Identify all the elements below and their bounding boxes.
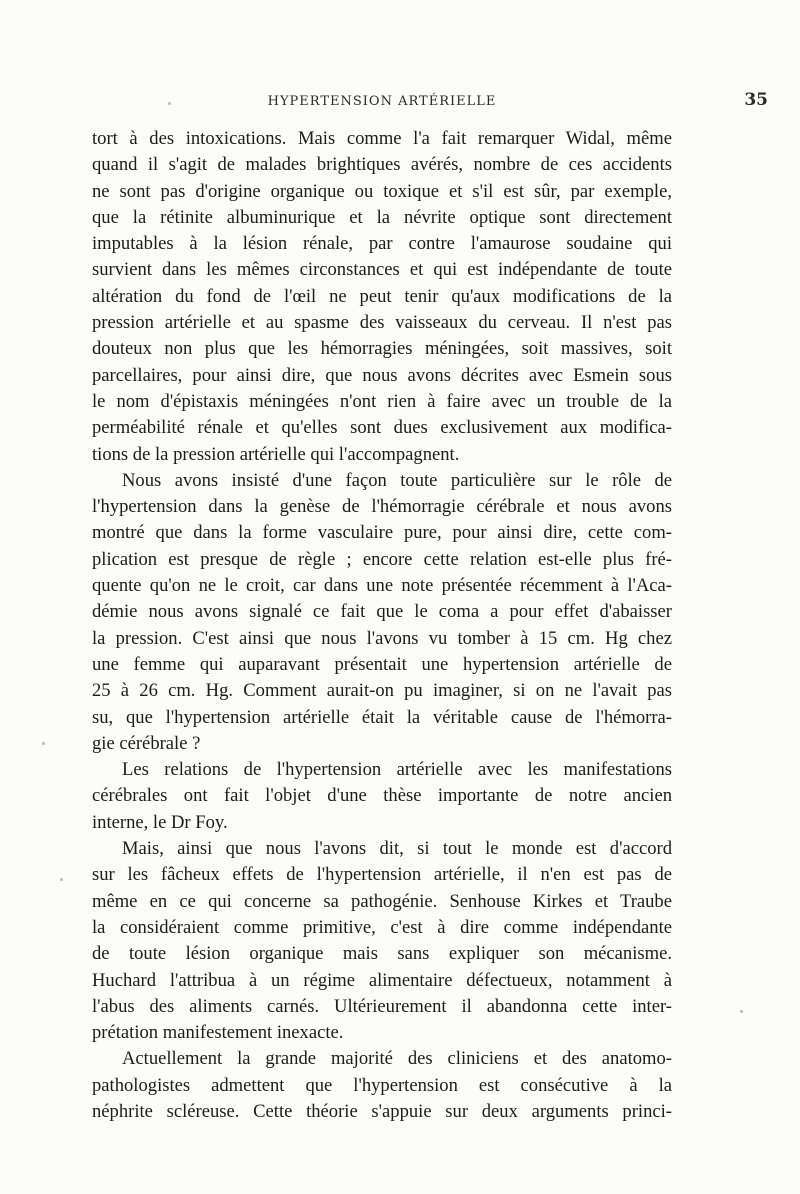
text-line: su, que l'hypertension artérielle était la véritable cause de l'hémorra-	[92, 706, 672, 728]
text-line: prétation manifestement inexacte.	[92, 1022, 344, 1044]
text-line: Nous avons insisté d'une façon toute particulière sur le rôle de	[122, 469, 672, 491]
text-line: le nom d'épistaxis méningées n'ont rien à faire avec un trouble de la	[92, 390, 672, 412]
page-number: 35	[744, 90, 768, 110]
text-line: sur les fâcheux effets de l'hypertension artérielle, il n'en est pas de	[92, 864, 672, 886]
text-line: tort à des intoxications. Mais comme l'a fait remarquer Widal, même	[92, 128, 672, 149]
text-line: pathologistes admettent que l'hypertension est consécutive à la	[92, 1074, 672, 1096]
text-line: l'abus des aliments carnés. Ultérieurement il abandonna cette inter-	[92, 995, 672, 1017]
body-text	[92, 126, 672, 1125]
scan-speck	[42, 742, 45, 745]
scan-speck	[60, 878, 63, 881]
text-line: la pression. C'est ainsi que nous l'avons vu tomber à 15 cm. Hg chez	[92, 627, 672, 649]
scan-speck	[168, 102, 171, 105]
text-line: altération du fond de l'œil ne peut tenir qu'aux modifications de la	[92, 285, 672, 307]
text-line: 25 à 26 cm. Hg. Comment aurait-on pu imaginer, si on ne l'avait pas	[92, 680, 672, 702]
text-line: Huchard l'attribua à un régime alimentaire défectueux, notamment à	[92, 969, 672, 991]
text-line: de toute lésion organique mais sans expliquer son mécanisme.	[92, 943, 672, 965]
text-line: démie nous avons signalé ce fait que le coma a pour effet d'abaisser	[92, 601, 672, 623]
text-line: parcellaires, pour ainsi dire, que nous avons décrites avec Esmein sous	[92, 364, 672, 386]
text-line: la considéraient comme primitive, c'est à dire comme indépendante	[92, 916, 672, 938]
text-line: survient dans les mêmes circonstances et qui est indépendante de toute	[92, 259, 672, 281]
text-line: interne, le Dr Foy.	[92, 811, 228, 833]
text-line: quand il s'agit de malades brightiques avérés, nombre de ces accidents	[92, 154, 672, 176]
text-line: cérébrales ont fait l'objet d'une thèse importante de notre ancien	[92, 785, 672, 807]
text-line: perméabilité rénale et qu'elles sont dues exclusivement aux modifica-	[92, 417, 672, 439]
text-line: imputables à la lésion rénale, par contre l'amaurose soudaine qui	[92, 233, 672, 255]
text-line: douteux non plus que les hémorragies méningées, soit massives, soit	[92, 338, 672, 360]
text-line: que la rétinite albuminurique et la névrite optique sont directement	[92, 206, 672, 228]
text-line: montré que dans la forme vasculaire pure, pour ainsi dire, cette com-	[92, 522, 672, 544]
text-line: Mais, ainsi que nous l'avons dit, si tout le monde est d'accord	[122, 838, 672, 860]
text-line: néphrite scléreuse. Cette théorie s'appuie sur deux arguments princi-	[92, 1100, 672, 1122]
text-line: tions de la pression artérielle qui l'accompagnent.	[92, 443, 460, 465]
text-line: Actuellement la grande majorité des cliniciens et des anatomo-	[122, 1048, 672, 1070]
text-line: une femme qui auparavant présentait une hypertension artérielle de	[92, 653, 672, 675]
text-line: même en ce qui concerne sa pathogénie. Senhouse Kirkes et Traube	[92, 890, 672, 912]
text-line: l'hypertension dans la genèse de l'hémorragie cérébrale et nous avons	[92, 496, 672, 518]
text-line: gie cérébrale ?	[92, 732, 201, 754]
running-title: HYPERTENSION ARTÉRIELLE	[267, 94, 497, 109]
text-line: ne sont pas d'origine organique ou toxique et s'il est sûr, par exemple,	[92, 180, 672, 202]
text-line: Les relations de l'hypertension artérielle avec les manifestations	[122, 759, 672, 781]
scan-speck	[740, 1010, 743, 1013]
text-line: plication est presque de règle ; encore cette relation est-elle plus fré-	[92, 548, 672, 570]
text-line: quente qu'on ne le croit, car dans une note présentée récemment à l'Aca-	[92, 575, 672, 597]
text-line: pression artérielle et au spasme des vaisseaux du cerveau. Il n'est pas	[92, 312, 672, 334]
